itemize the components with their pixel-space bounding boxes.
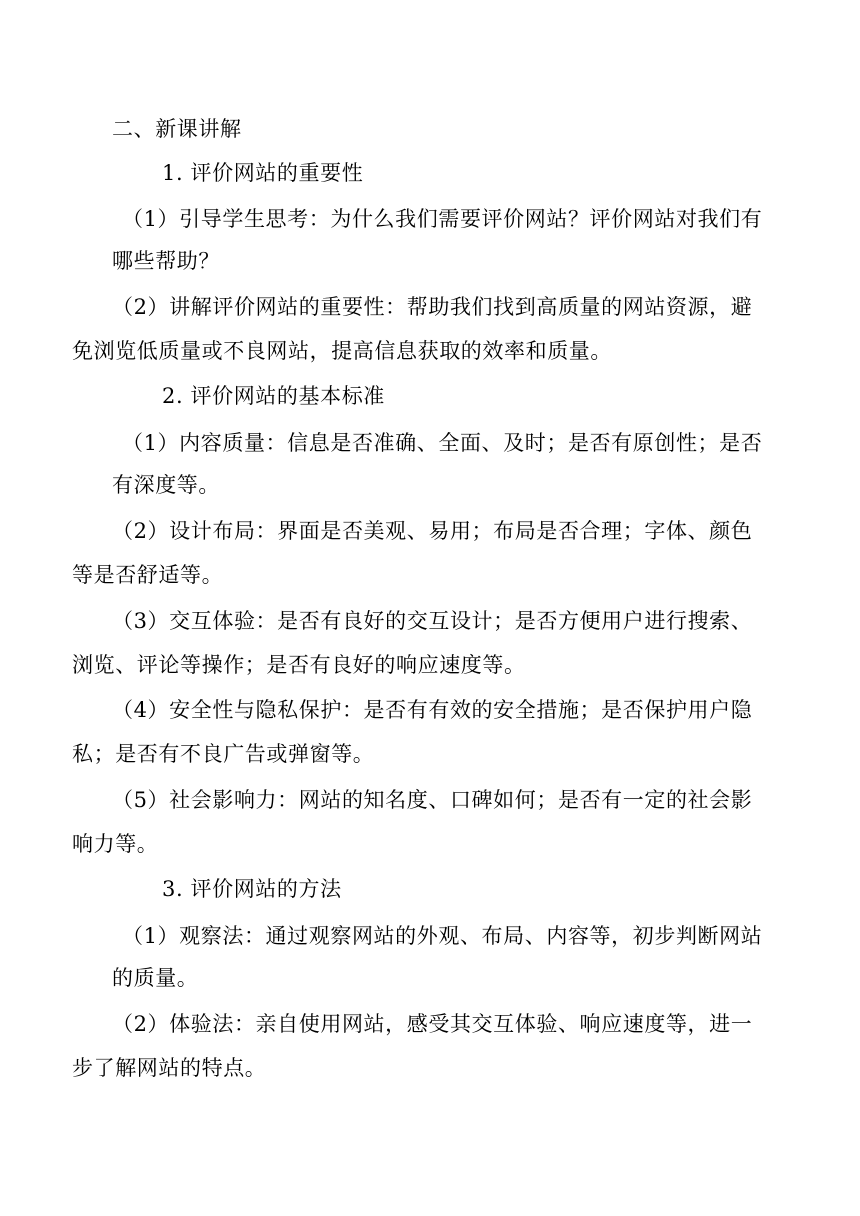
subsection-1-title: 1. 评价网站的重要性 — [162, 161, 364, 185]
subsection-2-item-2-line-2: 等是否舒适等。 — [72, 563, 224, 587]
section-heading: 二、新课讲解 — [112, 117, 242, 141]
subsection-1-item-1-line-1: （1）引导学生思考：为什么我们需要评价网站？评价网站对我们有 — [122, 207, 763, 231]
subsection-2-item-2-line-1: （2）设计布局：界面是否美观、易用；布局是否合理；字体、颜色 — [112, 519, 753, 543]
subsection-3-title: 3. 评价网站的方法 — [162, 877, 342, 901]
subsection-3-item-2-line-2: 步了解网站的特点。 — [72, 1056, 267, 1080]
subsection-3-item-1-line-1: （1）观察法：通过观察网站的外观、布局、内容等，初步判断网站 — [122, 924, 763, 948]
subsection-2-item-3-line-2: 浏览、评论等操作；是否有良好的响应速度等。 — [72, 653, 526, 677]
subsection-2-title: 2. 评价网站的基本标准 — [162, 384, 385, 408]
subsection-2-item-5-line-1: （5）社会影响力：网站的知名度、口碑如何；是否有一定的社会影 — [112, 788, 753, 812]
subsection-2-item-1-line-1: （1）内容质量：信息是否准确、全面、及时；是否有原创性；是否 — [122, 431, 763, 455]
subsection-2-item-1-line-2: 有深度等。 — [112, 473, 220, 497]
subsection-2-item-5-line-2: 响力等。 — [72, 832, 159, 856]
subsection-3-item-2-line-1: （2）体验法：亲自使用网站，感受其交互体验、响应速度等，进一 — [112, 1012, 753, 1036]
subsection-2-item-4-line-2: 私；是否有不良广告或弹窗等。 — [72, 742, 375, 766]
subsection-1-item-2-line-1: （2）讲解评价网站的重要性：帮助我们找到高质量的网站资源，避 — [112, 295, 753, 319]
subsection-1-item-2-line-2: 免浏览低质量或不良网站，提高信息获取的效率和质量。 — [72, 339, 612, 363]
subsection-2-item-3-line-1: （3）交互体验：是否有良好的交互设计；是否方便用户进行搜索、 — [112, 609, 753, 633]
subsection-2-item-4-line-1: （4）安全性与隐私保护：是否有有效的安全措施；是否保护用户隐 — [112, 698, 753, 722]
subsection-1-item-1-line-2: 哪些帮助？ — [112, 249, 220, 273]
subsection-3-item-1-line-2: 的质量。 — [112, 966, 199, 990]
